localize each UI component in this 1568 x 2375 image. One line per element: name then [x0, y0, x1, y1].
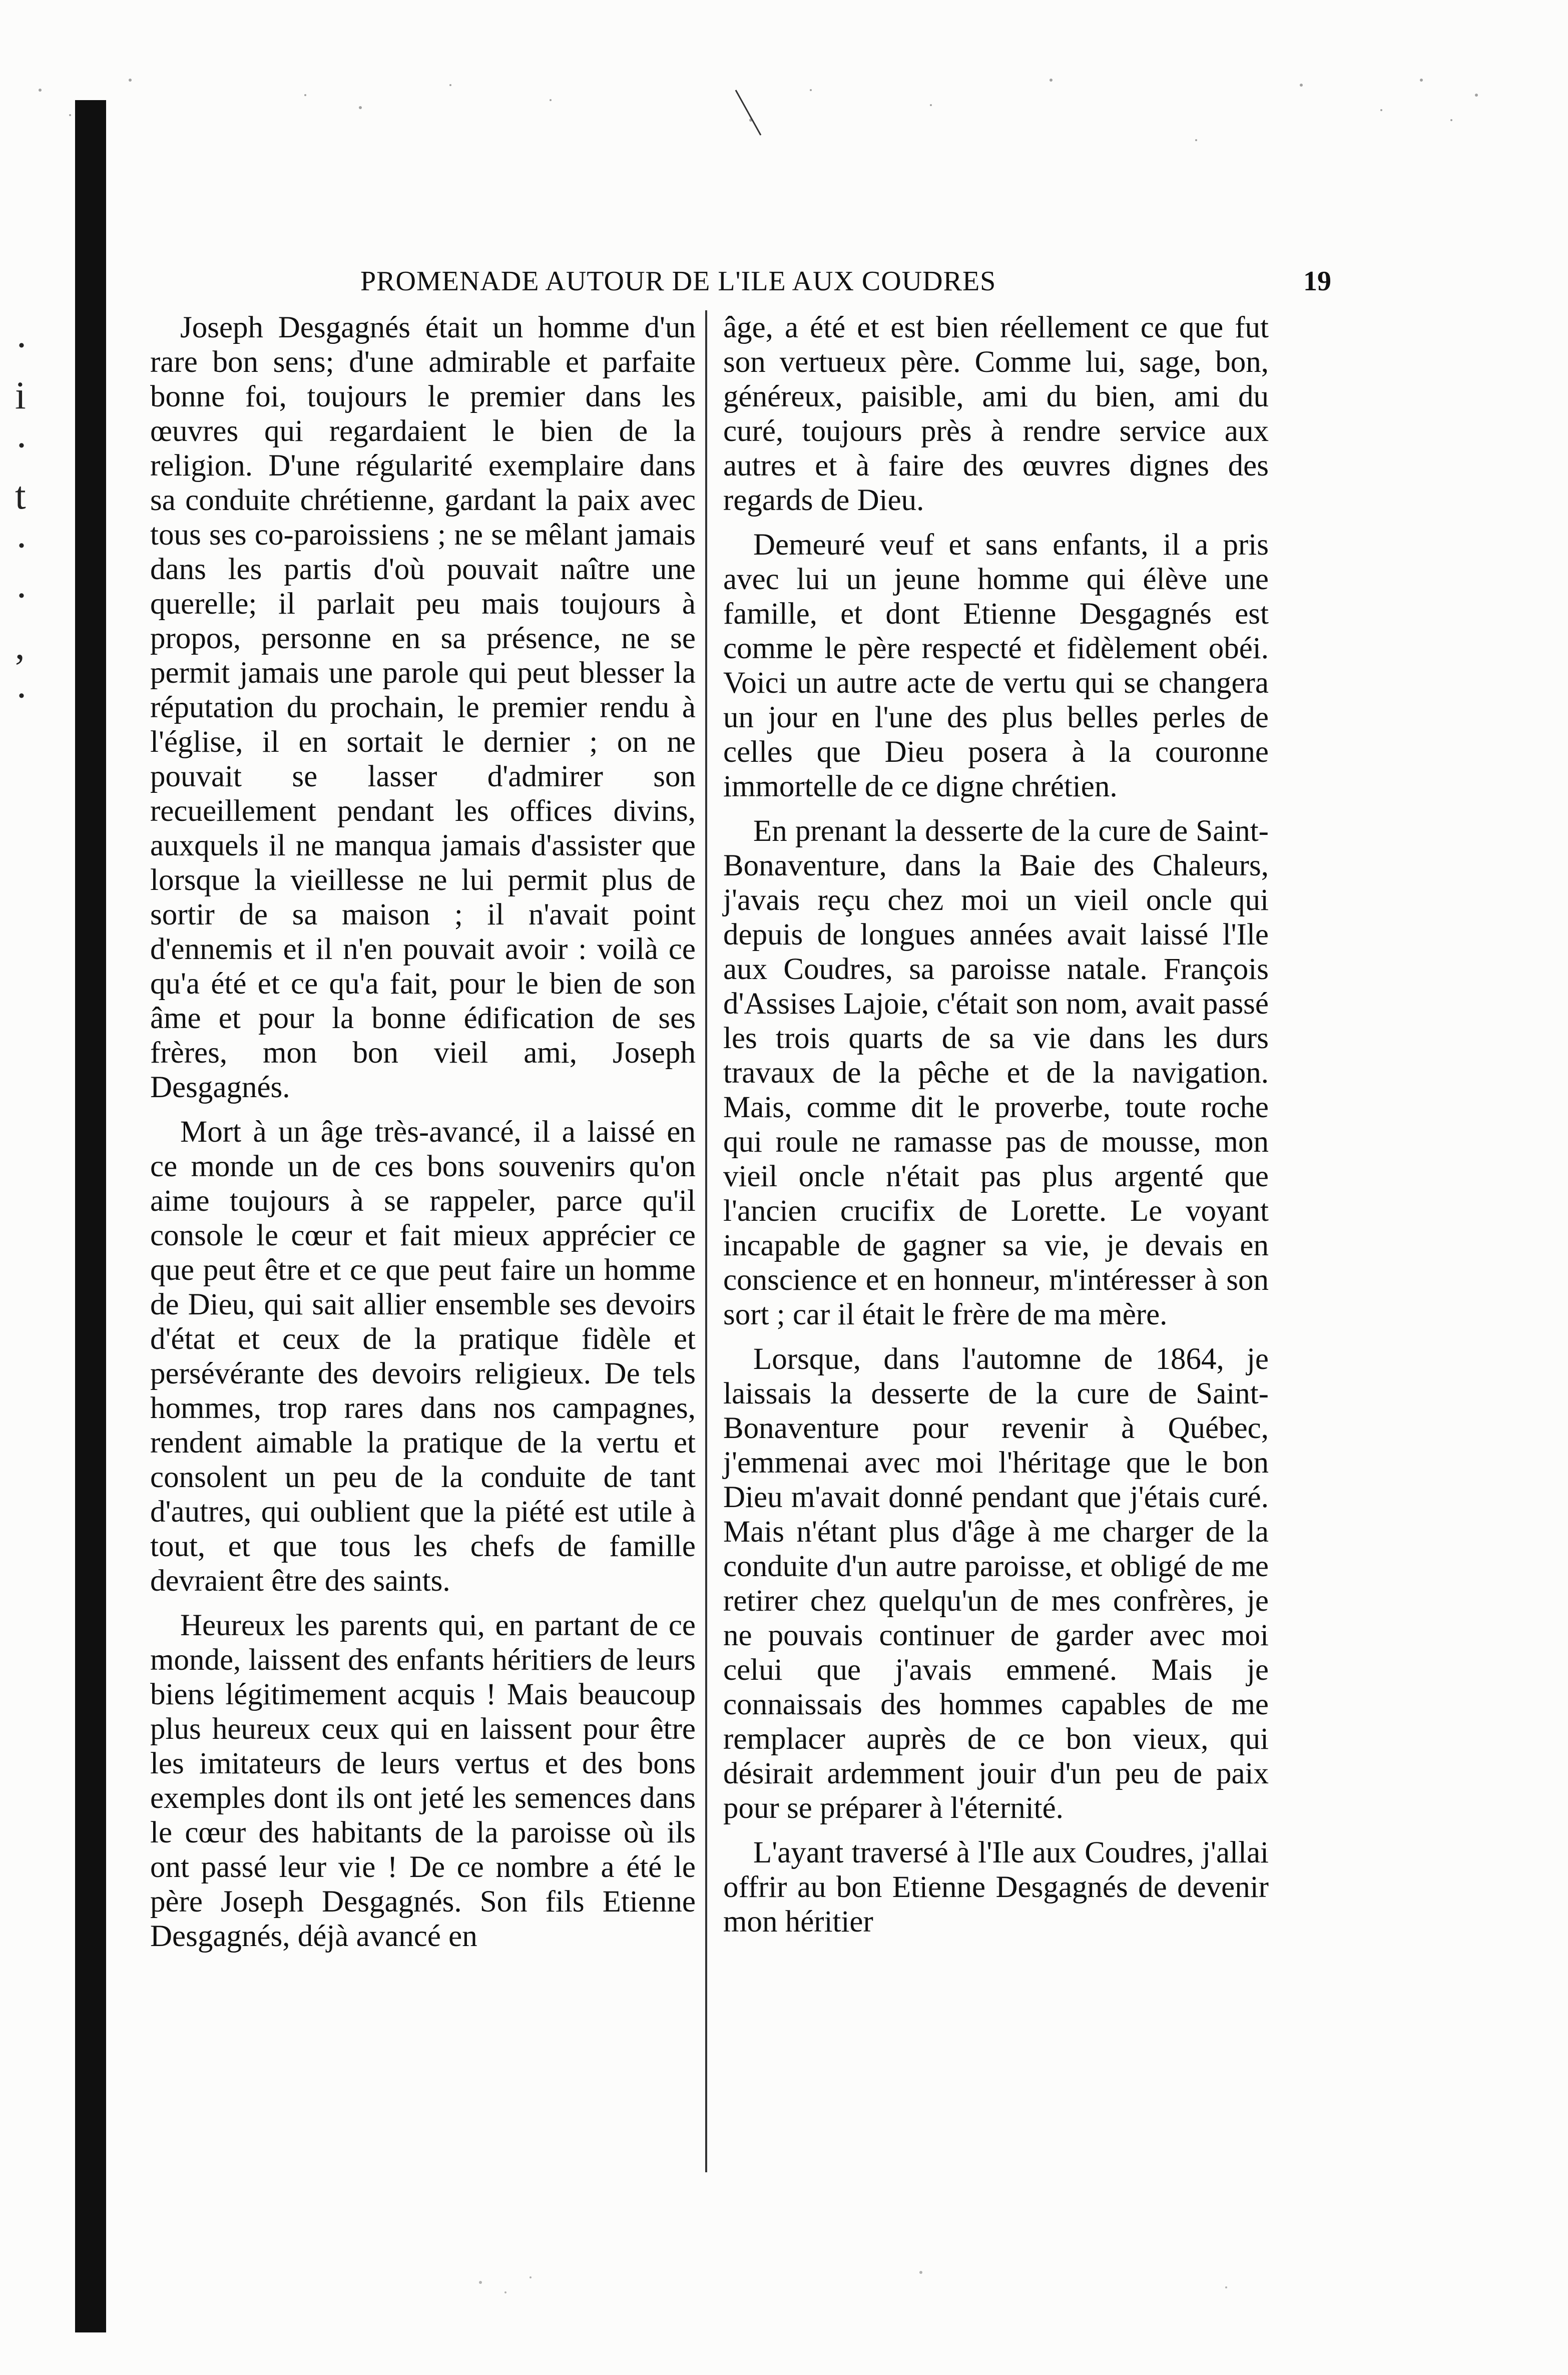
paragraph: Mort à un âge très-avancé, il a laissé en ce monde un de ces bons souvenirs qu'on aime toujours à se rappeler, parce qu'il console le cœur et fait mieux apprécier ce que peut être et ce que peut faire un homme de Dieu, qui sait allier ensemble ses devoirs d'état et ceux de la pratique fidèle et persévérante des devoirs religieux. De tels hommes, trop rares dans nos campagnes, rendent aimable la pratique de la vertu et consolent un peu de la conduite de tant d'autres, qui oublient que la piété est utile à tout, et que tous les chefs de famille devraient être des saints.	[150, 1115, 696, 1598]
scan-noise-top	[0, 60, 1568, 170]
running-header	[165, 260, 1331, 305]
paragraph: Demeuré veuf et sans enfants, il a pris avec lui un jeune homme qui élève une famille, et dont Etienne Desgagnés est comme le père respecté et fidèlement obéi. Voici un autre acte de vertu qui se changera un jour en l'une des plus belles perles de celles que Dieu posera à la couronne immortelle de ce digne chrétien.	[723, 528, 1269, 803]
left-text-column	[150, 310, 696, 1964]
right-text-column	[723, 310, 1269, 1949]
paragraph: Lorsque, dans l'automne de 1864, je laissais la desserte de la cure de Saint-Bonaventure pour revenir à Québec, j'emmenai avec moi l'héritage que le bon Dieu m'avait donné pendant que j'étais curé. Mais n'étant plus d'âge à me charger de la conduite d'un autre paroisse, et obligé de me retirer chez quelqu'un de mes confrères, je ne pouvais continuer de garder avec moi celui que j'avais emmené. Mais je connaissais des hommes capables de me remplacer auprès de ce bon vieux, qui désirait ardemment jouir d'un peu de paix pour se préparer à l'éternité.	[723, 1342, 1269, 1825]
paragraph: Joseph Desgagnés était un homme d'un rare bon sens; d'une admirable et parfaite bonne foi, toujours le premier dans les œuvres qui regardaient le bien de la religion. D'une régularité exemplaire dans sa conduite chrétienne, gardant la paix avec tous ses co-paroissiens ; ne se mêlant jamais dans les partis d'où pouvait naître une querelle; il parlait peu mais toujours à propos, personne en sa présence, ne se permit jamais une parole qui peut blesser la réputation du prochain, le premier rendu à l'église, il en sortait le dernier ; on ne pouvait se lasser d'admirer son recueillement pendant les offices divins, auxquels il ne manqua jamais d'assister que lorsque la vieillesse ne lui permit plus de sortir de sa maison ; il n'avait point d'ennemis et il n'en pouvait avoir : voilà ce qu'a été et ce qu'a fait, pour le bien de son âme et pour la bonne édification de ses frères, mon bon vieil ami, Joseph Desgagnés.	[150, 311, 696, 1104]
paragraph: En prenant la desserte de la cure de Saint-Bonaventure, dans la Baie des Chaleurs, j'avais reçu chez moi un vieil oncle qui depuis de longues années avait laissé l'Ile aux Coudres, sa paroisse natale. François d'Assises Lajoie, c'était son nom, avait passé les trois quarts de sa vie dans les durs travaux de la pêche et de la navigation. Mais, comme dit le proverbe, toute roche qui roule ne ramasse pas de mousse, mon vieil oncle n'était pas plus argenté que l'ancien crucifix de Lorette. Le voyant incapable de gagner sa vie, je devais en conscience et en honneur, m'intéresser à son sort ; car il était le frère de ma mère.	[723, 814, 1269, 1331]
binding-shadow	[75, 100, 106, 2332]
margin-marks: · i · t · · , ·	[15, 323, 28, 717]
scan-noise-bottom	[0, 2232, 1568, 2332]
paragraph: L'ayant traversé à l'Ile aux Coudres, j'allai offrir au bon Etienne Desgagnés de devenir mon héritier	[723, 1836, 1269, 1939]
page-header-title: PROMENADE AUTOUR DE L'ILE AUX COUDRES	[360, 266, 996, 297]
column-divider	[705, 310, 707, 2172]
page-number: 19	[1303, 266, 1331, 297]
paragraph: Heureux les parents qui, en partant de ce monde, laissent des enfants héritiers de leurs biens légitimement acquis ! Mais beaucoup plus heureux ceux qui en laissent pour être les imitateurs de leurs vertus et des bons exemples dont ils ont jeté les semences dans le cœur des habitants de la paroisse où ils ont passé leur vie ! De ce nombre a été le père Joseph Desgagnés. Son fils Etienne Desgagnés, déjà avancé en	[150, 1609, 696, 1953]
paragraph: âge, a été et est bien réellement ce que fut son vertueux père. Comme lui, sage, bon, généreux, paisible, ami du bien, ami du curé, toujours près à rendre service aux autres et à faire des œuvres dignes des regards de Dieu.	[723, 311, 1269, 517]
